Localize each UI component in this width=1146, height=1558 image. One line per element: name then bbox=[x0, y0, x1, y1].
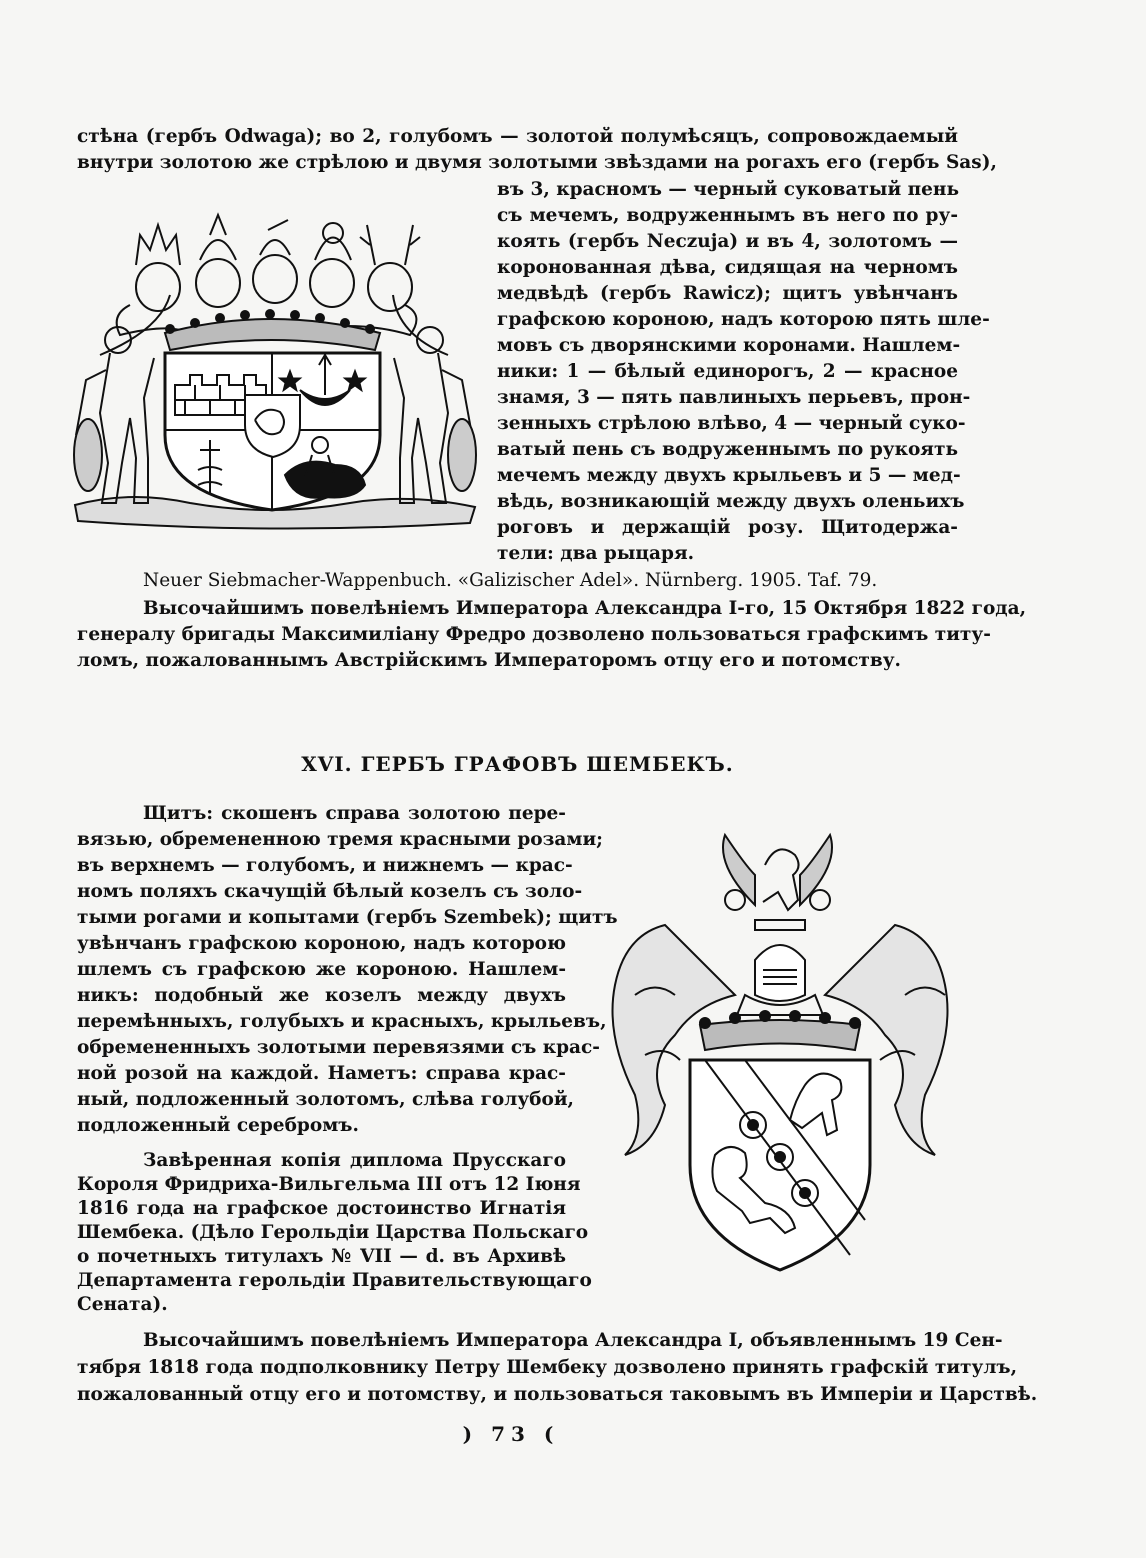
body-text-line: графскою короною, надъ которою пять шле- bbox=[497, 309, 990, 330]
body-text-line: коять (гербъ Neczuja) и въ 4, золотомъ — bbox=[497, 231, 958, 252]
body-text-line: обремененныхъ золотыми перевязями съ крас- bbox=[77, 1037, 600, 1058]
source-citation-line: Завѣренная копія диплома Прусскаго bbox=[143, 1150, 566, 1171]
section-title: XVI. ГЕРБЪ ГРАФОВЪ ШЕМБЕКЪ. bbox=[301, 752, 734, 776]
body-text-line: тели: два рыцаря. bbox=[497, 543, 695, 564]
body-text-line: знамя, 3 — пять павлиныхъ перьевъ, прон- bbox=[497, 387, 971, 408]
body-text-line: зенныхъ стрѣлою влѣво, 4 — черный суко- bbox=[497, 413, 966, 434]
body-text-line: перемѣнныхъ, голубыхъ и красныхъ, крыльевъ, bbox=[77, 1011, 607, 1032]
body-text-line: вѣдь, возникающій между двухъ оленьихъ bbox=[497, 491, 965, 512]
body-text-line: увѣнчанъ графскою короною, надъ которою bbox=[77, 933, 566, 954]
body-text-line: ный, подложенный золотомъ, слѣва голубой, bbox=[77, 1089, 574, 1110]
body-text-line: ники: 1 — бѣлый единорогъ, 2 — красное bbox=[497, 361, 958, 382]
body-text-line: ной розой на каждой. Наметъ: справа крас- bbox=[77, 1063, 566, 1084]
source-citation-line: Короля Фридриха-Вильгельма III отъ 12 Іюня bbox=[77, 1174, 581, 1195]
body-text-line: мовъ съ дворянскими коронами. Нашлем- bbox=[497, 335, 961, 356]
decree-text-line: ломъ, пожалованнымъ Австрійскимъ Императоромъ отцу его и потомству. bbox=[77, 650, 901, 671]
decree-text-line: тября 1818 года подполковнику Петру Шембеку дозволено принять графскій титулъ, bbox=[77, 1357, 1018, 1378]
body-text-line: мечемъ между двухъ крыльевъ и 5 — мед- bbox=[497, 465, 961, 486]
source-citation-line: 1816 года на графское достоинство Игнатія bbox=[77, 1198, 566, 1219]
page-number: ) 73 ( bbox=[462, 1422, 560, 1446]
decree-text-line: пожалованный отцу его и потомству, и пользоваться таковымъ въ Имперіи и Царствѣ. bbox=[77, 1384, 1038, 1405]
source-citation-line: о почетныхъ титулахъ № VII — d. въ Архивѣ bbox=[77, 1246, 566, 1267]
fredro-coat-of-arms-illustration bbox=[70, 205, 482, 530]
decree-text-line: Высочайшимъ повелѣніемъ Императора Александра I-го, 15 Октября 1822 года, bbox=[143, 598, 1027, 619]
body-text-line: Щитъ: скошенъ справа золотою пере- bbox=[143, 803, 566, 824]
body-text-line: никъ: подобный же козелъ между двухъ bbox=[77, 985, 566, 1006]
body-text-line: медвѣдѣ (гербъ Rawicz); щитъ увѣнчанъ bbox=[497, 283, 958, 304]
body-text-line: съ мечемъ, водруженнымъ въ него по ру- bbox=[497, 205, 958, 226]
body-text-line: внутри золотою же стрѣлою и двумя золотыми звѣздами на рогахъ его (гербъ Sas), bbox=[77, 152, 997, 173]
body-text-line: въ 3, красномъ — черный суковатый пень bbox=[497, 179, 960, 200]
body-text-line: ватый пень съ водруженнымъ по рукоять bbox=[497, 439, 958, 460]
source-citation-line: Департамента герольдіи Правительствующаго bbox=[77, 1270, 592, 1291]
body-text-line: вязью, обремененною тремя красными розами; bbox=[77, 829, 604, 850]
body-text-line: роговъ и держащій розу. Щитодержа- bbox=[497, 517, 958, 538]
body-text-line: подложенный серебромъ. bbox=[77, 1115, 359, 1136]
body-text-line: въ верхнемъ — голубомъ, и нижнемъ — крас- bbox=[77, 855, 573, 876]
body-text-line: номъ поляхъ скачущій бѣлый козелъ съ золо- bbox=[77, 881, 583, 902]
body-text-line: коронованная дѣва, сидящая на черномъ bbox=[497, 257, 958, 278]
body-text-line: тыми рогами и копытами (гербъ Szembek); щитъ bbox=[77, 907, 618, 928]
source-citation: Neuer Siebmacher-Wappenbuch. «Galizischer Adel». Nürnberg. 1905. Taf. 79. bbox=[143, 570, 878, 591]
szembek-coat-of-arms-illustration bbox=[605, 825, 955, 1300]
decree-text-line: Высочайшимъ повелѣніемъ Императора Александра I, объявленнымъ 19 Сен- bbox=[143, 1330, 1003, 1351]
source-citation-line: Шембека. (Дѣло Герольдіи Царства Польскаго bbox=[77, 1222, 589, 1243]
body-text-line: шлемъ съ графскою же короною. Нашлем- bbox=[77, 959, 566, 980]
body-text-line: стѣна (гербъ Odwaga); во 2, голубомъ — золотой полумѣсяцъ, сопровождаемый bbox=[77, 126, 958, 147]
source-citation-line: Сената). bbox=[77, 1294, 168, 1315]
decree-text-line: генералу бригады Максимиліану Фредро дозволено пользоваться графскимъ титу- bbox=[77, 624, 991, 645]
